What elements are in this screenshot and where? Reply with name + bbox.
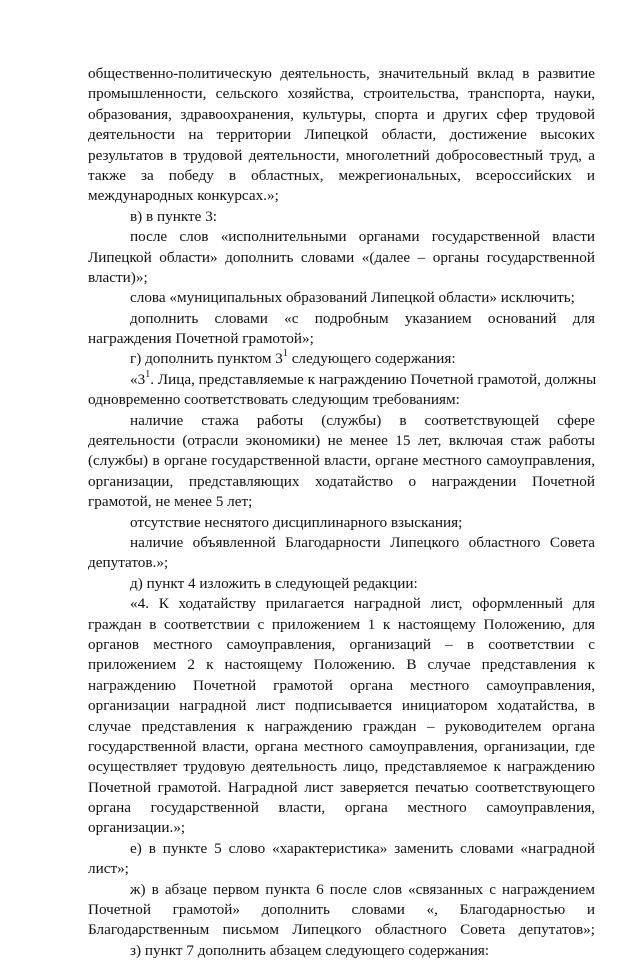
text-line: органов местного самоуправления, организаций – в соответствии с — [88, 635, 595, 653]
text-line: осуществляет трудовую деятельность лицо, представляемое к награждению — [88, 758, 595, 776]
text-line: государственной власти, органа местного самоуправления, организации, где — [88, 737, 595, 755]
text-line: власти)»; — [88, 268, 148, 286]
text-line: общественно-политическую деятельность, значительный вклад в развитие — [88, 65, 595, 82]
text-line: Благодарственным письмом Липецкого областного Совета депутатов»; — [88, 921, 595, 939]
text-line: органа государственной власти, органа местного самоуправления, — [88, 799, 595, 817]
text-line: одновременно соответствовать следующим требованиям: — [88, 391, 460, 409]
text-line: г) дополнить пунктом $3^1$ следующего содержания: — [130, 348, 456, 368]
text-line: ж) в абзаце первом пункта 6 после слов «связанных с награждением — [130, 880, 595, 898]
text-line: случае представления к награждению граждан – руководителем органа — [88, 717, 595, 735]
text-line: е) в пункте 5 слово «характеристика» заменить словами «наградной — [130, 839, 595, 857]
text-line: международных конкурсах.»; — [88, 187, 279, 205]
text-line: награждению Почетной грамотой органа местного самоуправления, — [88, 676, 595, 694]
text-line: после слов «исполнительными органами государственной власти — [130, 228, 595, 246]
text-line: деятельности (отрасли экономики) не менее 15 лет, включая стаж работы — [88, 432, 595, 450]
text-line: наличие объявленной Благодарности Липецкого областного Совета — [130, 533, 595, 551]
text-line: Почетной грамотой» дополнить словами «, Благодарностью и — [88, 901, 595, 919]
text-line: «$3^1$. Лица, представляемые к награждению Почетной грамотой, должны — [130, 368, 597, 388]
text-line: наличие стажа работы (службы) в соответствующей сфере — [130, 411, 595, 429]
text-line: граждан в соответствии с приложением 1 к настоящему Положению, для — [88, 615, 595, 633]
text-line: образования, здравоохранения, культуры, спорта и других сфер трудовой — [88, 105, 595, 123]
text-line: Липецкой области» дополнить словами «(далее – органы государственной — [88, 248, 595, 266]
text-line: также за победу в областных, межрегиональных, всероссийских и — [88, 166, 595, 184]
text-line: отсутствие неснятого дисциплинарного взыскания; — [130, 513, 463, 531]
text-line: результатов в трудовой деятельности, многолетний добросовестный труд, а — [88, 146, 595, 164]
text-line: промышленности, сельского хозяйства, строительства, транспорта, науки, — [88, 85, 595, 103]
text-line: организации, представляющих ходатайство о награждении Почетной — [88, 472, 595, 490]
text-line: з) пункт 7 дополнить абзацем следующего содержания: — [130, 941, 490, 959]
text-line: организации.»; — [88, 819, 186, 837]
text-line: в) в пункте 3: — [130, 207, 218, 225]
text-line: (службы) в органе государственной власти, органе местного самоуправления, — [88, 452, 595, 470]
text-line: приложением 2 к настоящему Положению. В случае представления к — [88, 656, 595, 674]
text-line: грамотой, не менее 5 лет; — [88, 493, 253, 511]
text-line: деятельности на территории Липецкой области, достижение высоких — [88, 126, 595, 144]
document-body — [88, 64, 595, 961]
text-line: организации наградной лист подписывается инициатором ходатайства, в — [88, 697, 595, 715]
text-line: награждения Почетной грамотой»; — [88, 330, 314, 348]
text-line: д) пункт 4 изложить в следующей редакции: — [130, 574, 418, 592]
text-line: депутатов.»; — [88, 554, 169, 572]
text-line: дополнить словами «с подробным указанием оснований для — [130, 309, 595, 327]
text-line: слова «муниципальных образований Липецкой области» исключить; — [130, 289, 575, 307]
text-line: лист»; — [88, 860, 129, 878]
text-line: Почетной грамотой. Наградной лист заверяется печатью соответствующего — [88, 778, 595, 796]
text-line: «4. К ходатайству прилагается наградной лист, оформленный для — [130, 595, 595, 613]
